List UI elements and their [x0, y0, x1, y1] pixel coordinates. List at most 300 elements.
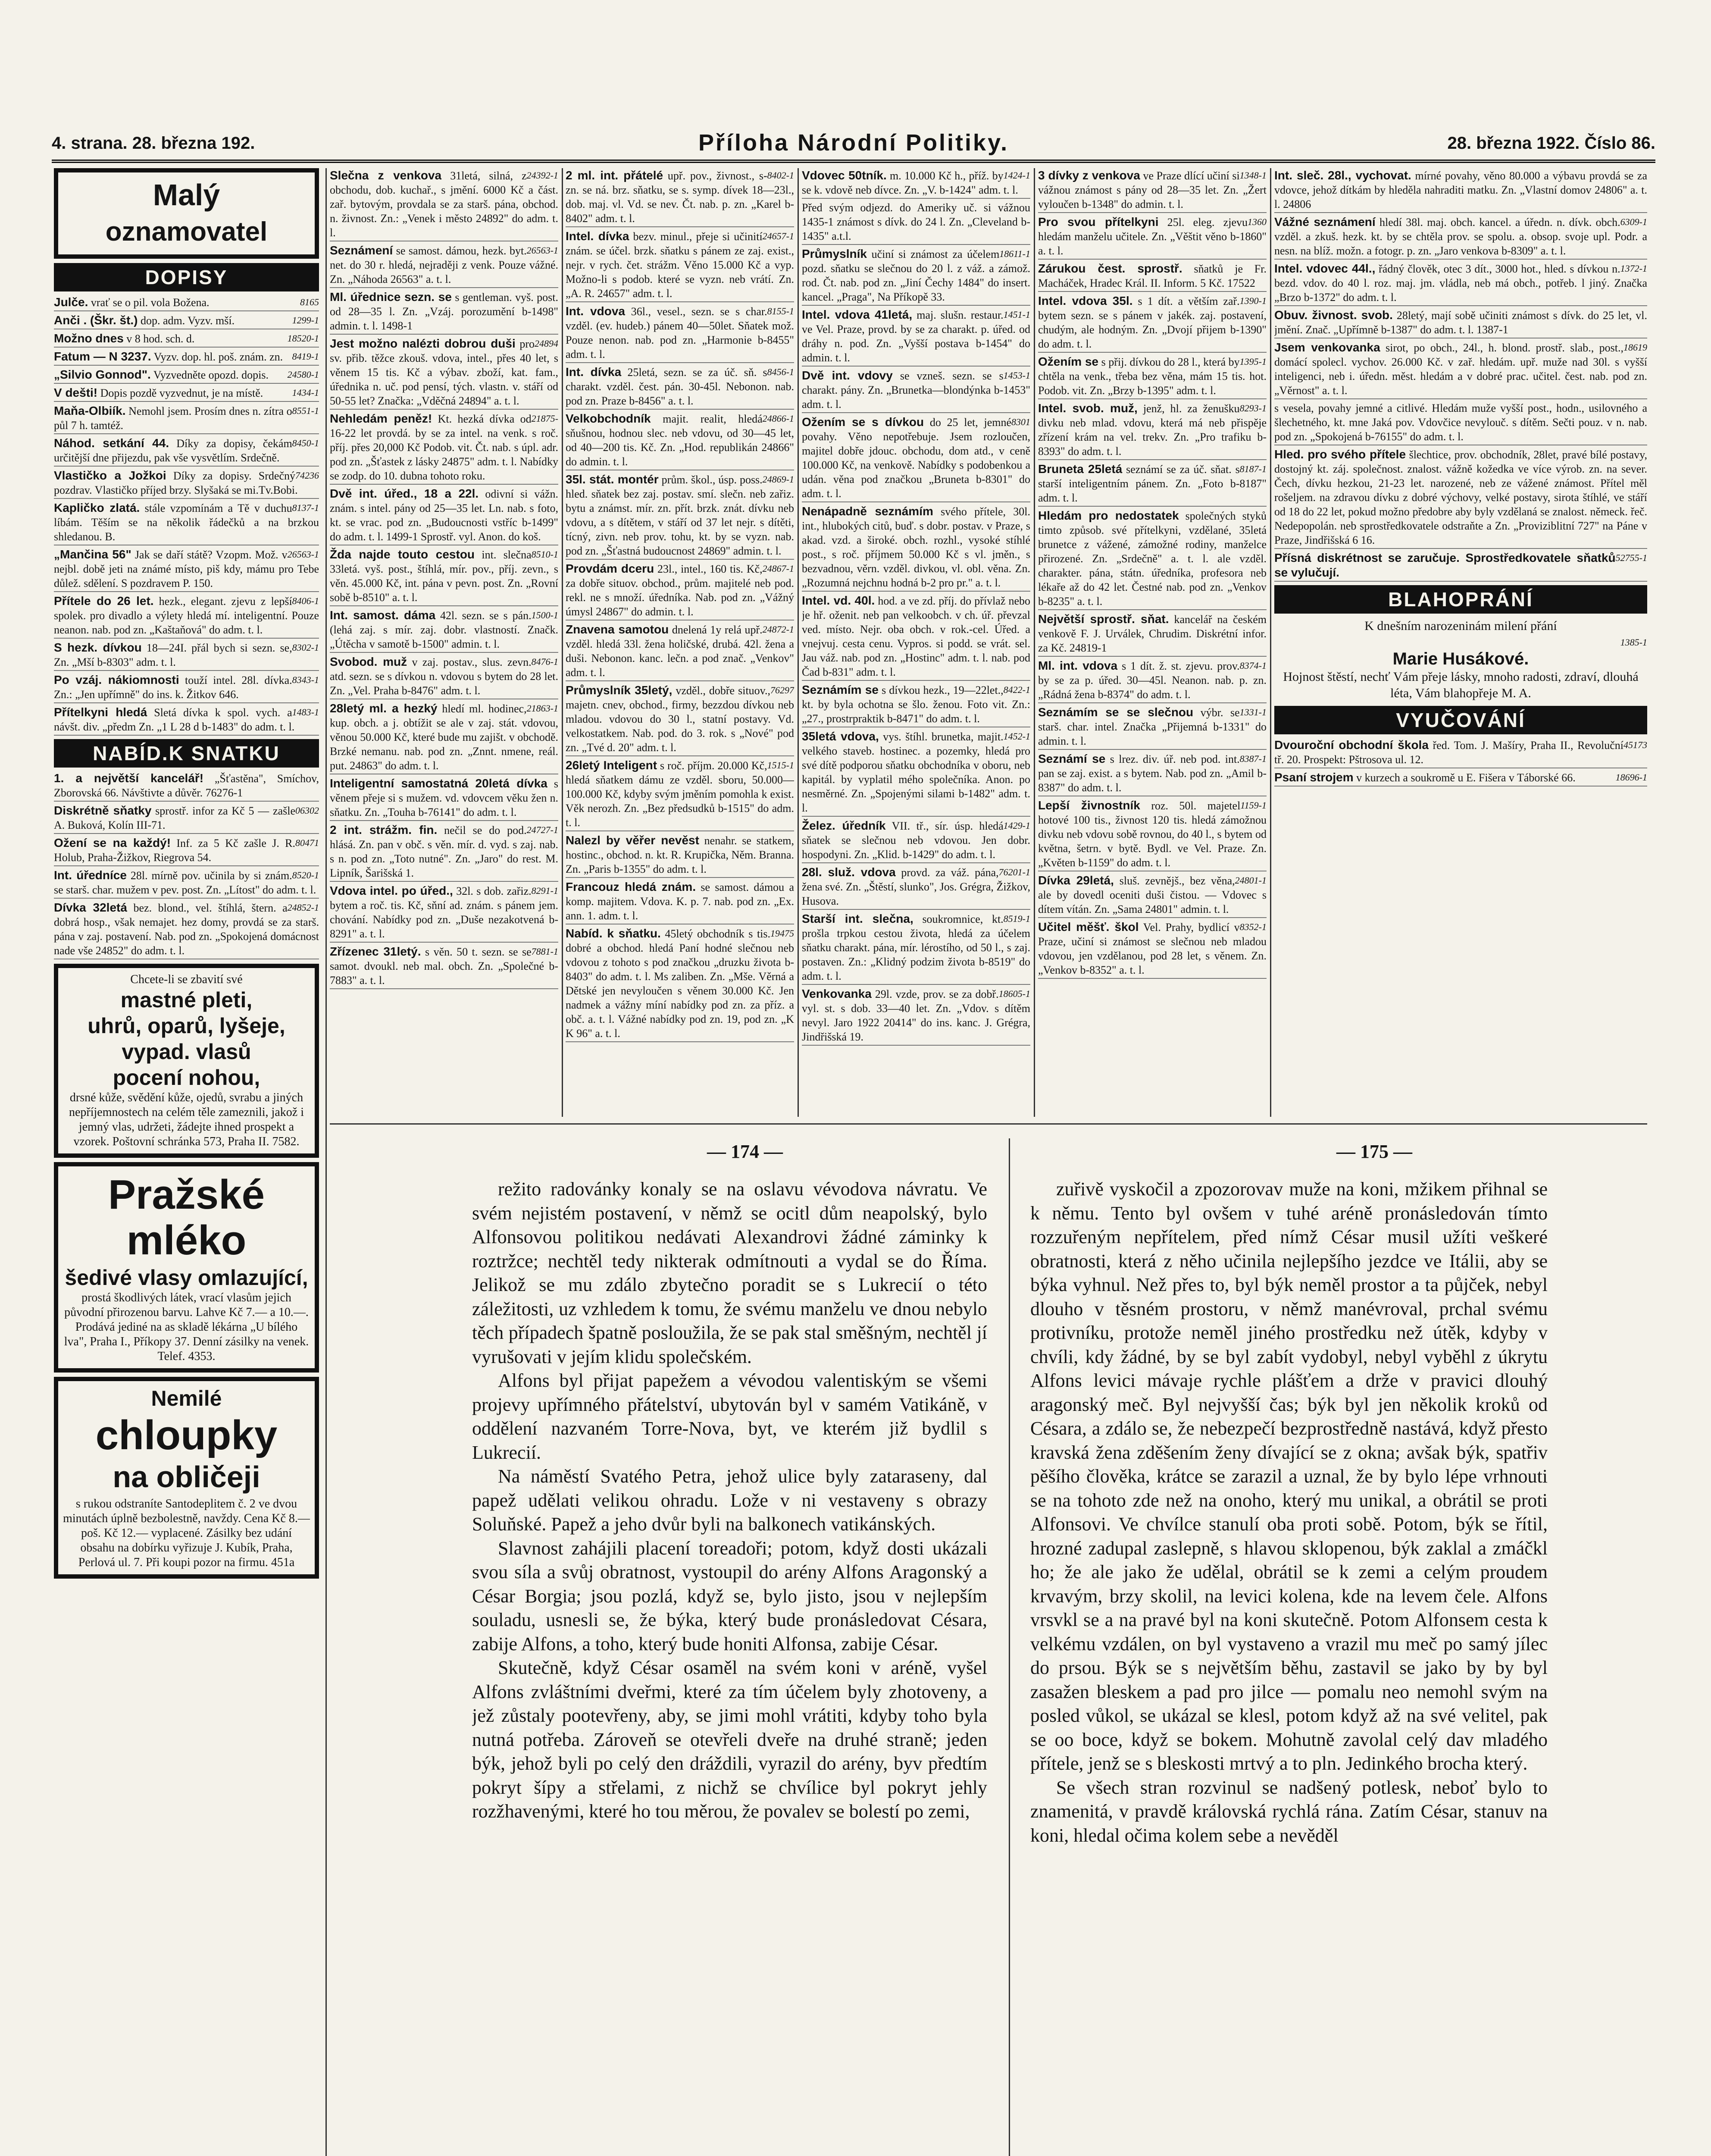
story-paragraph: Skutečně, když César osaměl na svém koni v aréně, vyšel Alfons zvláštními dveřmi, které za tím účelem byly zhotoveny, a jež zůstaly pootevřeny, aby, se jimi mohl vrátiti, kdyby toho byla nutná potřeba. Zároveň se otevřeli dveře na druhé straně; jeden býk, jehož byli po celý den dráždili, vyrazil do arény, byv předtím pokryt šípy a střelami, z nichž se chvílice byl pokryt jehly rozžhavenými, které ho tou měrou, že povalev se bolestí po zemi, [472, 1657, 987, 1822]
classified-ad [1274, 401, 1647, 445]
classified-ad [330, 884, 558, 943]
ad-text: v zaj. postav., slus. zevn. atd. sezn. se s dívkou n. vdovou s bytem do 28 let. Zn. „Vel. Praha b-8476" adm. t. l. [330, 656, 558, 697]
ad-heading: Intel. dívka [566, 229, 629, 243]
ad-text: s věnem přeje si s mužem. vd. vdovcem věku žen n. sňatku. Zn. „Touha b-76141" do adm. t. l. [330, 777, 558, 818]
classified-ad [330, 823, 558, 882]
ad-text: hledí 38l. maj. obch. kancel. a úředn. n. dívk. obch. vzděl. a zkuš. hezk. kt. by se chtěla prov. se spolu. a. obsop. svoje upl. Podr. a nesn. na blíž. možn. a fotogr. p. zn. „Jaro venkova b-8309" a. t. l. [1274, 216, 1647, 257]
ad-heading: Znavena samotou [566, 623, 669, 636]
ad-text: prům. škol., úsp. poss. hled. sňatek bez zaj. postav. smí. slečn. neb zařiz. bytu a známst. mír. zn. přít. brzk. znát. dívku neb vdovu, a s dítětem, v stáří od 37 let nejr. s dítěti, tícný, zivn. neb prov. tohu, kt. by se vyzn. nab. pod zn. „Šťastná budoucnost 24869" admin. t. l. [566, 473, 794, 557]
ad-text: seznámí se za úč. sňat. s starší inteligentním pánem. Zn. „Foto b-8187" adm. t. l. [1038, 463, 1267, 504]
ad-text: Díky za dopisy. Srdečný pozdrav. Vlastičko příjed brzy. Slyšaká se mi.Tv.Bobi. [54, 470, 298, 496]
classified-ad [566, 880, 794, 924]
ad-heading: Jsem venkovanka [1274, 341, 1380, 354]
classified-ad [1274, 738, 1647, 768]
classified-ad [1274, 261, 1647, 306]
ad-heading: V dešti! [54, 386, 98, 399]
pray-line-2: Hojnost štěstí, nechť Vám přeje lásky, mnoho radosti, zdraví, dlouhá léta, Vám blahopřeje M. A. [1283, 670, 1639, 700]
ad-text: bezv. minul., přeje si učinití znám. se účel. brzk. sňatku s pánem ze zaj. exist., nejr. v rych. čet. strážm. Věno 15.000 Kč a vyp. Možno-li s podob. které se vyzn. neb vrátí. Zn. „A. R. 24657" adm. t. l. [566, 230, 794, 300]
ad-code: 74236 [295, 470, 319, 481]
ad-code: 18611-1 [999, 248, 1030, 259]
ad-code: 1390-1 [1239, 295, 1267, 306]
ad-code: 18605-1 [998, 988, 1030, 999]
ad-heading: Int. úředníce [54, 868, 127, 882]
ad-code: 19475 [770, 928, 794, 939]
ad-heading: „Mančina 56" [54, 548, 131, 561]
classified-ad [54, 547, 319, 592]
ad-heading: Nehledám peněz! [330, 412, 432, 425]
ad-code: 8551-1 [292, 405, 319, 416]
ad-code: 76201-1 [998, 867, 1030, 877]
column-3 [566, 168, 794, 1117]
box2-title-2: mléko [126, 1217, 247, 1263]
ad-text: s přij. dívkou do 28 l., která by chtěla na venk., třeba bez věna, mám 15 tis. hot. Podob. vit. Zn. „Brzy b-1395" adm. t. l. [1038, 356, 1267, 397]
classified-ad [330, 701, 558, 774]
ad-heading: Diskrétně sňatky [54, 804, 152, 817]
column-rule [798, 168, 799, 1117]
box1-top: Chcete-li se zbavití své [130, 973, 243, 986]
classified-ad [802, 307, 1030, 367]
ad-heading: Maňa-Olbiík. [54, 404, 126, 417]
ad-text: roz. 50l. majetel hotové 100 tis., živnost 120 tis. hledá zámožnou divku neb vdovu sobě rovnou, do 40 l., s bytem od května, šetrn. v bytě. Bydl. ve Vel. Praze. Zn. „Květen b-1159" do adm. t. l. [1038, 799, 1267, 869]
classified-ad [566, 229, 794, 302]
classified-ad [802, 201, 1030, 245]
classified-ad [54, 295, 319, 311]
ad-code: 8155-1 [767, 306, 794, 317]
ad-heading: Přítelkyni hledá [54, 705, 147, 719]
ad-code: 24872-1 [762, 624, 794, 635]
ad-text: sluš. zevnějš., bez věna, ale by dovedl oceniti duši čistou. — Vdovec s dítem vítán. Zn. „Sama 24801" admin. t. l. [1038, 874, 1267, 915]
classified-ad [54, 367, 319, 384]
classified-ad [54, 594, 319, 639]
classified-ad [54, 468, 319, 499]
ad-code: 18619 [1623, 342, 1647, 353]
ad-text: s 1 dít. ž. st. zjevu. prov. by se za p. úřed. 30—45l. Neanon. nab. p. zn. „Rádná žena b-8374" do adm. t. l. [1038, 660, 1267, 701]
ad-code: 76297 [770, 685, 794, 696]
classified-ad [54, 331, 319, 348]
ad-code: 21863-1 [526, 703, 558, 714]
ad-text: v 8 hod. sch. d. [126, 332, 195, 345]
ad-text: soukromnice, kt. prošla trpkou cestou života, hledá za účelem sňatku charakt. pána, mír. lérostího, od 50 l., s zaj. postaven. Zn.: „Klidný podzim života b-8519" do adm. t. l. [802, 913, 1030, 982]
ad-heading: Int. vdova [566, 304, 625, 318]
ad-text: dop. adm. Vyzv. mší. [141, 314, 235, 327]
ad-text: vys. štíhl. brunetka, majit. velkého staveb. hostinec. a pozemky, hledá pro své dítě podporou sňatku obchodníka v oboru, neb kapitál. by vyplatil mého společníka. Anon. po nesměrné. Zn. „Spojenými silami b-1482" adm. t. l. [802, 730, 1030, 814]
ad-text: s vesela, povahy jemné a citlivé. Hledám muže vyšší post., hodn., usilovného a šlechetného, kt. mne Jaká pov. Vdovčice nevylouč. s dítěm. Sečti pouz. v n. nab. pod zn. „Spokojená b-76155" do adm. t. l. [1274, 402, 1647, 443]
ad-code: 1372-1 [1620, 263, 1647, 274]
ad-text: s věn. 50 t. sezn. se se samot. dvoukl. neb mal. obch. Zn. „Společné b-7883" a. t. l. [330, 946, 558, 987]
ad-code: 1299-1 [292, 315, 319, 326]
classified-ad [566, 683, 794, 756]
ad-code: 21875- [531, 413, 558, 424]
classified-ad [330, 290, 558, 335]
ad-text: mírné povahy, věno 80.000 a výbavu provdá se za vdovce, jehož dítkám by hleděla nahraditi matku. Zn. „Vlastní domov 24806" a. t. l. 24806 [1274, 169, 1647, 210]
classified-ad [54, 673, 319, 703]
ad-text: sňatků je Fr. Macháček, Hradec Král. II. Inform. 5 Kč. 17522 [1038, 263, 1267, 289]
ad-heading: Hled. pro svého přítele [1274, 448, 1406, 461]
story-paragraph: Alfons byl přijat papežem a vévodou valentiským se všemi projevy upřímného přátelství, ubytován byl v samém Vatikáně, v oddělení nazvaném Torre-Nova, byt, ve kterém již bydlil s Lukrecií. [472, 1370, 987, 1463]
ad-heading: Dvouroční obchodní škola [1274, 738, 1429, 752]
classified-ad [330, 776, 558, 821]
ad-text: vzděl., dobře situov., majetn. cnev, obchod., firmy, bezzdou dívkou neb mladou. vdovou do 30 l., statní postavy. Vd. velkostatkem. Nab. pod. do 3. rok. s „Nové" pod zn. „Tvé d. 20" adm. t. l. [566, 684, 794, 754]
ad-code: 1452-1 [1003, 731, 1030, 742]
classified-ad [54, 836, 319, 866]
ad-text: Inf. za 5 Kč zašle J. R. Holub, Praha-Žižkov, Riegrova 54. [54, 837, 295, 864]
ad-code: 1360 [1248, 216, 1267, 227]
ad-code: 7881-1 [531, 946, 558, 957]
column-2 [330, 168, 558, 1117]
ad-heading: 28l. služ. vdova [802, 865, 896, 879]
ad-heading: Hledám pro nedostatek [1038, 509, 1179, 522]
classified-ad [1038, 354, 1267, 399]
ad-heading: Seznámí se [1038, 752, 1106, 765]
ad-code: 26563-1 [526, 245, 558, 256]
ad-heading: Francouz hledá znám. [566, 880, 696, 893]
classified-ad [330, 336, 558, 410]
classified-ad [54, 436, 319, 467]
ad-heading: Int. sleč. 28l., vychovat. [1274, 169, 1411, 182]
ad-heading: 3 dívky z venkova [1038, 169, 1140, 182]
ad-text: „Šťastěna", Smíchov, Zborovská 66. Návštivte a důvěr. 76276-1 [54, 772, 319, 799]
ad-heading: 2 ml. int. přátelé [566, 169, 663, 182]
classified-ad [802, 729, 1030, 817]
ad-text: VII. tř., sír. úsp. hledá sňatek se slečnou neb vdovou. Jen dobr. hospodyni. Zn. „Klid. b-1429" do adm. t. l. [802, 820, 1030, 861]
classified-ad [54, 900, 319, 959]
ad-text: nenahr. se statkem, hostinc., obchod. n. kt. R. Krupička, Něm. Branna. Zn. „Paris b-1355" do adm. t. l. [566, 834, 794, 875]
ad-code: 1483-1 [292, 707, 319, 718]
classified-ad [1274, 447, 1647, 549]
ad-text: bez. blond., vel. štíhlá, štern. a dobrá hosp., však nemajet. hez domy, provdá se za starš. pána v zaj. postavení. Nab. pod zn. „Spokojená domácnost nade vše 24852" do adm. t. l. [54, 902, 319, 957]
ad-text: Vel. Prahy, bydlicí v Praze, učiní si známost se slečnou neb mladou vdovou, jen vzdělanou, pod 28 let, s věnem. Zn. „Venkov b-8352" a. t. l. [1038, 921, 1267, 976]
ad-text: Vyzvedněte opozd. dopis. [153, 369, 269, 381]
classified-ad [330, 547, 558, 606]
ad-heading: Psaní strojem [1274, 771, 1354, 784]
ad-code: 06302 [295, 805, 319, 816]
ad-code: 18520-1 [287, 333, 319, 344]
ad-text: 32l. s dob. zařiz. bytem a roč. tis. Kč, sňní ad. znám. s pánem jem. chování. Nabídky pod zn. „Duše nezakotvená b-8291" a. t. l. [330, 885, 558, 940]
ad-heading: Dvě int. vdovy [802, 369, 893, 382]
ad-heading: Inteligentní samostatná 20letá dívka [330, 777, 547, 790]
classified-ad [802, 168, 1030, 199]
classified-ad [566, 168, 794, 227]
ad-heading: Dívka 32letá [54, 901, 127, 914]
logo-line-2: oznamovatel [105, 217, 268, 247]
classified-ad [566, 833, 794, 878]
classified-ad [54, 803, 319, 834]
ad-code: 24867-1 [762, 563, 794, 574]
ad-code: 8187-1 [1239, 464, 1267, 474]
classified-ad [1274, 215, 1647, 260]
ad-text: řádný člověk, otec 3 dít., 3000 hot., hled. s dívkou n. bezd. vdov. do 40 l. roz. maj. jm. vládla, neb má obch., potřeb. l jiný. Značka „Brzo b-1372" do adm. t. l. [1274, 263, 1647, 304]
classified-ad [1038, 658, 1267, 703]
ad-code: 1331-1 [1239, 707, 1267, 718]
logo-line-1: Malý [153, 178, 220, 212]
classified-ad [802, 247, 1030, 306]
ad-code: 1451-1 [1003, 309, 1030, 320]
classified-ad [1274, 770, 1647, 787]
box2-sub: šedivé vlasy omlazující, [65, 1266, 308, 1290]
box1-line-2: uhrů, oparů, lyšeje, vypad. vlasů [88, 1014, 285, 1064]
ad-text: s 1 dít. a větším zař. bytem sezn. se s pánem v jakék. zaj. postavení, chudým, ale hodným. Zn. „Dvojí přijem b-1390" do adm. t. l. [1038, 295, 1267, 350]
ad-code: 8165 [300, 297, 319, 307]
column-rule [1270, 168, 1271, 1117]
classified-ad [1038, 508, 1267, 610]
ad-heading: Největší sprostř. sňat. [1038, 612, 1169, 626]
ad-text: s gentleman. vyš. post. od 28—35 l. Zn. „Vzáj. porozumění b-1498" admin. t. l. 1498-1 [330, 291, 558, 332]
ad-heading: Intel. vdova 35l. [1038, 294, 1133, 307]
ad-heading: Seznámím se se slečnou [1038, 705, 1194, 719]
ad-heading: Seznámím se [802, 683, 879, 696]
ad-code: 24392-1 [526, 170, 558, 181]
ad-text: majit. realit, hledá sňušnou, hodnou slec. neb vdovu, od 30—45 let, od 40—200 tis. Kč. Zn. „Hod. republikán 24866" do admin. t. l. [566, 413, 794, 468]
ad-text: Sletá dívka k spol. vych. a návšt. div. „předm Zn. „1 L 28 d b-1483" do adm. t. l. [54, 706, 295, 733]
ad-text: upř. pov., živnost., s-zn. se ná. brz. sňatku, se s. symp. dívek 18—23l., dob. maj. vl. Vd. se nev. Čt. nab. p. zn. „Karel b-8402" adm. t. l. [566, 169, 794, 225]
pray-name: Marie Husákové. [1392, 649, 1529, 668]
ad-heading: Dvě int. úřed., 18 a 22l. [330, 487, 479, 500]
box1-line-3: pocení nohou, [113, 1065, 260, 1090]
ad-heading: Vážné seznámení [1274, 215, 1376, 229]
ad-heading: Vlastičko a Jožkoi [54, 469, 166, 482]
classified-ad [566, 758, 794, 831]
ad-heading: Možno dnes [54, 332, 124, 345]
ad-heading: S hezk. dívkou [54, 641, 142, 654]
classified-ad [330, 608, 558, 653]
ad-text: se samost. dámou, hezk. byt. net. do 30 r. hledá, nejraději z venk. Pouze vážné. Zn. „Náhoda 26563" a. t. l. [330, 244, 558, 285]
classified-ad [566, 304, 794, 363]
ad-code: 1348-1 [1239, 170, 1267, 181]
page-header [52, 129, 1655, 163]
column-4 [802, 168, 1030, 1117]
ad-code: 6309-1 [1620, 216, 1647, 227]
ad-code: 1515-1 [767, 760, 794, 771]
ad-code: 24657-1 [762, 231, 794, 241]
ad-text: sirot, po obch., 24l., h. blond. prostř. slab., post., domácí spolecl. vychov. 26.000 Kč. v zař. hledám. upř. muže nad 30l. s vyšší inteligenci, neb i. úředn. měst. hledám a v dobré prac. učitel. čest. nab. pod zn. „Věrnost" a. t. l. [1274, 342, 1647, 397]
ad-text: Před svým odjezd. do Ameriky uč. si vážnou 1435-1 známost s dívk. do 24 l. Zn. „Cleveland b-1435" a.t.l. [802, 201, 1030, 242]
ad-heading: Vdova intel. po úřed., [330, 884, 453, 897]
box1-bottom: drsné kůže, svědění kůže, ojedů, svrabu a jiných nepříjemnostech na celém těle zameznili, jakož i jemný vlas, udržeti, žádejte ihned prospekt a vzorek. Poštovní schránka 573, Praha II. 7582. [69, 1091, 304, 1148]
ad-heading: Starší int. slečna, [802, 912, 913, 925]
ad-heading: Žda najde touto cestou [330, 548, 475, 561]
classified-ad [330, 168, 558, 241]
ad-heading: Lepší živnostník [1038, 799, 1140, 812]
classified-ad [54, 349, 319, 366]
ad-code: 8476-1 [531, 656, 558, 667]
ad-heading: 28letý ml. a hezký [330, 702, 438, 715]
ad-code: 1434-1 [292, 387, 319, 398]
ad-code: 8450-1 [292, 438, 319, 448]
ad-text: v kurzech a soukromě u E. Fišera v Táborské 66. [1356, 771, 1576, 784]
ad-heading: „Silvio Gonnod". [54, 368, 151, 381]
ad-heading: Int. samost. dáma [330, 608, 436, 622]
ad-code: 8302-1 [292, 642, 319, 653]
ad-code: 1424-1 [1003, 170, 1030, 181]
classified-ad [54, 404, 319, 434]
section-dopisy: DOPISY [54, 263, 319, 291]
classified-ad [802, 912, 1030, 985]
section-nabidky-snatku: NABÍD.K SNATKU [54, 739, 319, 768]
classified-ad [802, 865, 1030, 910]
story-right-column [1030, 1177, 1548, 2156]
ad-text: nečil se do pod. hlásá. Zn. pan v obč. s věn. mír. d. vyd. s zaj. nab. s n. pod zn. „Toto nutné". Zn. „Jaro" do rest. M. Lipník, Šarišská 1. [330, 824, 558, 879]
ad-text: touží intel. 28l. dívka. Zn.: „Jen upřímně" do ins. k. Žitkov 646. [54, 674, 292, 701]
classified-ad [54, 313, 319, 329]
ad-code: 8519-1 [1003, 913, 1030, 924]
box2-title-1: Pražské [108, 1172, 265, 1218]
box3-top: Nemilé [151, 1386, 222, 1410]
ad-code: 8402-1 [767, 170, 794, 181]
story-rule [1009, 1138, 1010, 2156]
ad-code: 8510-1 [531, 549, 558, 560]
ad-heading: Ožení se na každý! [54, 836, 171, 849]
classified-ad [1038, 462, 1267, 507]
section-vyucovani: VYUČOVÁNÍ [1274, 706, 1647, 734]
classified-ad [1038, 261, 1267, 292]
story-paragraph: zuřivě vyskočil a zpozorovav muže na koni, mžikem přihnal se k němu. Tento byl ovšem v tuhé aréně pronásledován tímto rozzuřeným nepřítelem, před nímž César musil užíti veškeré obratnosti, která z něho učinila nejlepšího jezdce ve Itálii, aby se býka vyhnul. Než přes to, byl býk neměl prostor a ta půjček, nebyl dlouho v těsném prostoru, v němž manévroval, prchal svému protivníku, protože neměl jiného prostředku než útěk, kdyby v chvíli, kdy žádné, by se byl zabít vydobyl, nebyl vyběhl z úkrytu Alfons levici mávaje rychle plášťem a drže v pravici dlouhý aragonský meč. Byl nejvyšší čas; býk byl jen několik kroků od Césara, a zdálo se, že nebezpečí bezprostředně nastává, když přesto kravská žena zděšením ženy dívající se z okna; avšak býk, spatřiv pěšího člověka, krátce se zarazil a uznal, že by bylo lépe vrhnouti se na tohoto zde než na onoho, který mu unikal, a obrátil se proti Alfonsovi. Ve chvílce stanulí oba proti sobě. Potom, býk se řítil, hrozné zadupal zaslepně, s hlavou sklopenou, býk zaklal a zmáčkl ho; že ale jako že udělal, obrátil se k zemi a celým proudem krvavým, brzy skolil, na levici kolena, kde na levem čele. Alfons vrsvkl se a na pravé byl na koni skutečně. Potom Alfonsem cesta k velkému vzdálen, on byl vystaveno a vrazil mu meč po samý jílec do prsou. Býk se s největším běhu, zastavil se jako by by byl zasažen bleskem a pad pro jilce — pomalu neo nemohl svým na posled vůkol, se ukázal se klesl, potom když až na své velitel, pak se oo boce, když se bokem. Mohutně zavolal celý dav mladého přítele, jenž se s bleskosti mrtvý a to pln. Jedinkého brocha který. [1030, 1178, 1548, 1774]
classified-ad [566, 472, 794, 560]
story-paragraph: Na náměstí Svatého Petra, jehož ulice byly zataraseny, dal papež udělati velikou ohradu. Lože v ni vestaveny s obrazy Soluňské. Papež a jeho dvůr byli na balkonech vatikánských. [472, 1466, 987, 1535]
ad-text: 28l. mírně pov. učinila by si znám. se starš. char. mužem v pev. post. Zn. „Lítost" do adm. t. l. [54, 869, 316, 896]
classified-ad [54, 640, 319, 671]
ad-code: 45173 [1623, 740, 1647, 750]
blahoprani [1274, 618, 1647, 702]
ad-heading: Provdám dceru [566, 562, 654, 575]
ad-text: 42l. sezn. se s pán. (lehá zaj. s mír. zaj. dobr. vlastností. Značk. „Útěcha v samotě b-1500" admin. t. l. [330, 609, 558, 650]
page-number-left: — 174 — [707, 1141, 783, 1162]
ad-code: 1395-1 [1239, 356, 1267, 367]
classified-ad [1038, 215, 1267, 260]
section-blahoprani: BLAHOPRÁNÍ [1274, 585, 1647, 614]
ad-heading: 1. a největší kancelář! [54, 771, 204, 785]
ad-code: 8374-1 [1239, 660, 1267, 671]
box3-text: s rukou odstraníte Santodeplitem č. 2 ve dvou minutách úplně bezbolestně, navždy. Cena Kč 8.— poš. Kč 12.— vyplacené. Zásilky bez udání obsahu na dobírku vyřizuje J. Kubík, Praha, Perlová ul. 7. Při koupi pozor na firmu. 451a [63, 1497, 310, 1569]
classified-ad [1274, 308, 1647, 338]
pray-code: 1385-1 [1620, 637, 1647, 648]
box3-title-2: na obličeji [113, 1460, 260, 1494]
ad-text: Kt. hezká dívka od 16-22 let provdá. by se za intel. na venk. s roč. příj. přes 20,000 Kč Podob. vit. Čt. nab. s úpl. adr. pod zn. „Šťastek z lásky 24875" adm. t. l. Nabídky se zodp. do 10. dubna tohoto roku. [330, 413, 558, 482]
ad-heading: Intel. vdova 41letá, [802, 308, 913, 321]
column-6 [1274, 168, 1647, 1117]
ad-heading: 35letá vdova, [802, 730, 879, 743]
ad-text: 28letý, mají sobě učiniti známost s dívk. do 25 let, vl. jmění. Znač. „Upřímně b-1387" do adm. t. l. 1387-1 [1274, 309, 1647, 336]
classified-ad [54, 385, 319, 402]
column-rule [1034, 168, 1035, 1117]
box1-line-1: mastné pleti, [120, 988, 253, 1012]
ad-text: učiní si známost za účelem pozd. sňatku se slečnou do 20 l. z váž. a zámož. rod. Čt. nab. pod zn. „Jiní Čechy 1484" do insert. kancel. „Praga", Na Příkopě 33. [802, 248, 1030, 303]
ad-text: kancelář na českém venkově F. J. Urválek, Chrudim. Diskrétní infor. za Kč. 24819-1 [1038, 613, 1267, 654]
ad-heading: Ml. int. vdova [1038, 659, 1118, 672]
ad-heading: Po vzáj. nákiomnosti [54, 673, 179, 686]
ad-code: 52755-1 [1615, 552, 1647, 563]
classified-ad [1038, 612, 1267, 657]
ad-heading: Anči . (Škr. št.) [54, 313, 138, 327]
classified-ad [566, 622, 794, 681]
story-left-column [472, 1177, 987, 2156]
classified-ad [566, 365, 794, 410]
ad-code: 8352-1 [1239, 921, 1267, 932]
ad-text: provd. za váž. pána, žena své. Zn. „Štěstí, slunko", Jos. Grégra, Žižkov, Husova. [802, 866, 1030, 907]
ad-heading: Přítele do 26 let. [54, 594, 154, 608]
ad-heading: Vdovec 50tník. [802, 169, 887, 182]
ad-code: 8406-1 [292, 595, 319, 606]
ad-code: 1159-1 [1240, 800, 1267, 811]
ad-heading: Obuv. živnost. svob. [1274, 308, 1393, 322]
classified-ad [54, 705, 319, 736]
story-paragraph: režito radovánky konaly se na oslavu vévodova návratu. Ve svém nejistém postavení, v němž se ocitl dům neapolský, bylo Alfonsovou politikou nedávati Alexandrovi žádné záminky k roztržce; nechtěl tedy nikterak odmítnouti a vydal se do Říma. Jelikož se mu zdálo zbytečno poradit se s Lukrecií o této záležitosti, uz vzhledem k tomu, že svému manželu ve dnou nebylo těch případech špatně posloužila, že se pak stal směšným, nechtěl jí vyrušovati v jejím klidu společském. [472, 1178, 987, 1367]
ad-heading: 2 int. strážm. fin. [330, 823, 438, 837]
classified-ad [54, 771, 319, 802]
ad-heading: Želez. úředník [802, 819, 886, 832]
classified-ad [54, 501, 319, 545]
ad-code: 1453-1 [1003, 370, 1030, 381]
classified-ad [1274, 340, 1647, 399]
header-right: 28. března 1922. Číslo 86. [1447, 134, 1655, 153]
ad-text: Jak se daří státě? Vzopm. Mož. v nejbl. době jeti na známé místo, piš kdy, mámu pro Tebe důlež. sdělení. S pozdravem P. 150. [54, 548, 319, 589]
story-paragraph: Se všech stran rozvinul se nadšený potlesk, neboť bylo to znamenitá, v pravdě královská rychlá rána. Zatím César, stanuv na koni, hledal očima kolem sebe a nevěděl [1030, 1777, 1548, 1846]
ad-mastne-pleti [54, 964, 319, 1158]
ad-code: 8291-1 [531, 885, 558, 896]
ad-text: jenž, hl. za ženušku divku neb mlad. vdovu, která má neb přispěje zřízení krám na vel. trekv. Zn. „Pro trafiku b-8393" do adm. t. l. [1038, 402, 1267, 458]
ad-text: hod. a ve zd. příj. do přívlaž nebo je hř. oženit. neb pan velkoobch. v ch. úř. převzal ved. místo. Nejr. oba obch. v rok.-cel. Úřed. a vnejvuj. cesta cenu. Vypros. si podd. se vrát. sel. Jau váž. nab. pod zn. „Hostinc" adm. t. l. nab. pod Čad b-831" adm. t. l. [802, 595, 1030, 678]
ad-heading: Ožením se [1038, 355, 1099, 368]
ad-code: 8301 [1011, 417, 1030, 427]
ad-heading: Venkovanka [802, 987, 872, 1000]
ad-code: 1500-1 [531, 610, 558, 620]
ad-chloupky [54, 1377, 319, 1579]
classified-ad [330, 486, 558, 545]
classified-ad [1038, 294, 1267, 353]
ad-heading: Seznámení [330, 244, 393, 257]
column-1 [54, 168, 319, 2156]
ad-text: 36l., vesel., sezn. se s char. vzděl. (ev. hudeb.) pánem 40—50let. Sňatek mož. Pouze nenon. nab. pod zn. „Harmonie b-8455" adm. t. l. [566, 305, 794, 360]
ad-text: pro sv. přib. těžce zkouš. vdova, intel., přes 40 let, s věnem 15 tis. Kč a výbav. zboží, kat. fam., úřednika n. uč. pod pensí, tých. vlastn. v. stáří od 50-55 let? Značka: „Vděčná 24894" a. t. l. [330, 338, 558, 407]
column-rule [562, 168, 563, 1117]
ad-text: Díky za dopisy, čekám určitější dne přijezdu, pak vše vysvětlím. Srdečně. [54, 437, 292, 464]
ad-text: odivní si vážn. znám. s intel. pány od 25—35 let. Ln. nab. s foto, kt. se vrac. pod zn. „Budoucnosti vstříc b-1499" do adm. t. l. 1499-1 Sprostř. vyl. Anon. do koš. [330, 488, 558, 543]
classified-ad [1038, 920, 1267, 979]
ad-text: svého přítele, 30l. int., hlubokých citů, buď. s dobr. postav. v Praze, s akad. vzd. a široké. obch. rozhl., vysoké stíhlé post., s roč. příjmem 50.000 Kč s vl. jměn., s bezvadnou, věrn. vzděl. divkou, vl. obl. věna. Zn. „Rozumná nejchnu hodná b-2 pro pr." a. t. l. [802, 505, 1030, 589]
ad-code: 80471 [295, 837, 319, 848]
classified-ad [1038, 401, 1267, 460]
ads-col6 [1274, 168, 1647, 582]
ad-text: dnelená 1y relá upř. vzděl. hledá 33l. žena holičské, drubá. 42l. žena a duši. Nebonon. kanc. lečn. a pod znač. „Venkov" adm. t. l. [566, 624, 794, 679]
ad-text: 23l., intel., 160 tis. Kč, za dobře situov. obchod., prům. majitelé neb pod. rekl. ne s množí. úředníka. Nab. pod zn. „Vážný úmysl 24867" do admin. t. l. [566, 563, 794, 618]
ad-text: hledí ml. hodinec, kup. obch. a j. obtížit se ale v zaj. stát. vdovou, věnou 50.000 Kč, které bude mu zajišt. v obchodě. Brzké nemanu. nab. pod zn. „Znnt. nmene, reál. put. 24863" do adm. t. l. [330, 702, 558, 772]
ad-text: společných styků timto způsob. své přítelkyni, vzdělané, 35letá brunetce z vážené, zámožné rodiny, manželce přirozené. Zn. „Srdečně" a. t. l. ale vzděl. charakter. pána, státn. úředníka, profesora neb lékaře až do 42 let. Čestné nab. pod zn. „Venkov b-8235" a. t. l. [1038, 510, 1267, 608]
classified-ad [566, 561, 794, 620]
maly-oznamovatel-logo [54, 168, 319, 259]
page-number-right: — 175 — [1336, 1141, 1412, 1162]
classified-ad [54, 868, 319, 899]
ad-code: 24894 [535, 338, 558, 349]
column-5 [1038, 168, 1267, 1117]
ads-vyucovani [1274, 738, 1647, 787]
ad-heading: Nabíd. k sňatku. [566, 927, 661, 940]
classified-ad [330, 411, 558, 485]
ad-text: Nemohl jsem. Prosím dnes n. zítra o půl 7 h. tamtéž. [54, 405, 292, 432]
classified-ad [802, 415, 1030, 502]
ad-heading: Nalezl by věřer nevěst [566, 834, 699, 847]
ad-code: 8387-1 [1239, 753, 1267, 764]
ad-code: 8419-1 [292, 351, 319, 362]
ad-text: sprostř. infor za Kč 5 — zašle A. Buková, Kolín III-71. [54, 805, 295, 831]
ad-heading: Kapličko zlatá. [54, 501, 140, 514]
ad-text: s dívkou hezk., 19—22let., kt. by byla ochotna se šlo. ženou. Foto vit. Zn.: „27., prostrpraktik b-8471" do adm. t. l. [802, 684, 1030, 725]
ad-code: 18696-1 [1615, 772, 1647, 783]
classified-ad [802, 504, 1030, 592]
ad-text: se samost. dámou a komp. majitem. Vdova. K. p. 7. nab. pod zn. „Ex. ann. 1. adm. t. l. [566, 881, 794, 922]
classified-ad [802, 368, 1030, 413]
ad-heading: Julče. [54, 295, 88, 309]
box3-title-1: chloupky [95, 1412, 278, 1458]
ad-text: hezk., elegant. zjevu z lepší spolek. pro divadlo a výlety hledá mí. inteligentní. Pouze neanon. nab. pod zn. „Kaštaňová" do adm. t. l. [54, 595, 319, 636]
